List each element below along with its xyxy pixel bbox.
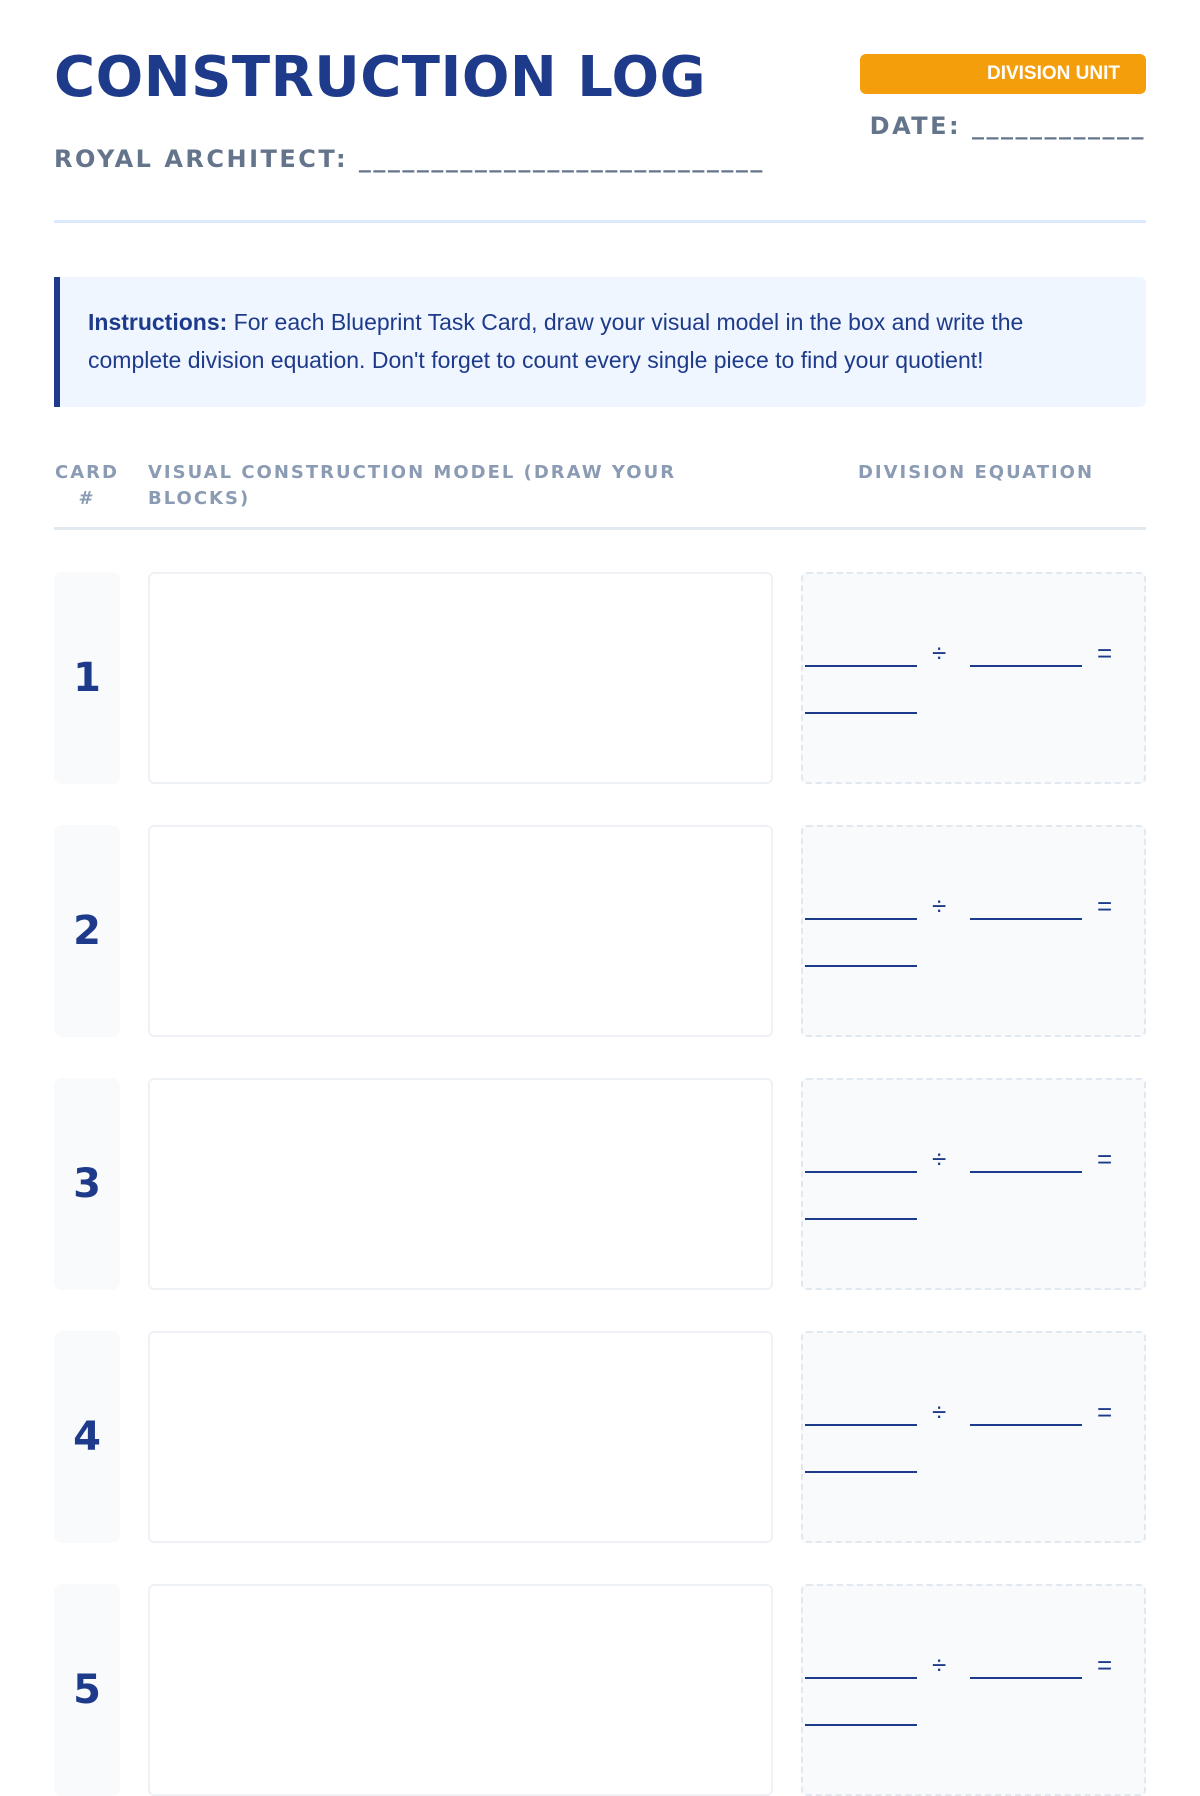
divide-symbol: ÷	[932, 1144, 947, 1174]
divide-symbol: ÷	[932, 1650, 947, 1680]
equals-symbol: =	[1097, 1144, 1113, 1174]
quotient-blank[interactable]	[805, 712, 917, 714]
card-number: 1	[54, 572, 120, 784]
unit-badge: DIVISION UNIT	[860, 54, 1146, 94]
card-number: 4	[54, 1331, 120, 1543]
equals-symbol: =	[1097, 1397, 1113, 1427]
page-title: CONSTRUCTION LOG	[54, 45, 707, 110]
quotient-blank[interactable]	[805, 965, 917, 967]
dividend-blank[interactable]	[805, 1424, 917, 1426]
dividend-blank[interactable]	[805, 1677, 917, 1679]
divide-symbol: ÷	[932, 891, 947, 921]
task-card-row	[54, 1078, 1146, 1290]
card-number: 2	[54, 825, 120, 1037]
equals-symbol: =	[1097, 638, 1113, 668]
header-divider	[54, 220, 1146, 223]
division-equation-box	[801, 825, 1146, 1037]
quotient-blank[interactable]	[805, 1724, 917, 1726]
date-field: DATE: ____________	[869, 112, 1146, 140]
divisor-blank[interactable]	[970, 665, 1082, 667]
column-header-model: VISUAL CONSTRUCTION MODEL (DRAW YOUR BLOCKS)	[148, 462, 677, 509]
division-equation-box	[801, 1584, 1146, 1796]
column-header-divider	[54, 527, 1146, 530]
visual-model-drawing-box[interactable]	[148, 1331, 773, 1543]
visual-model-drawing-box[interactable]	[148, 1584, 773, 1796]
task-card-row	[54, 1331, 1146, 1543]
divisor-blank[interactable]	[970, 1424, 1082, 1426]
equals-symbol: =	[1097, 891, 1113, 921]
column-header-card: CARD #	[55, 462, 119, 509]
instructions-label: Instructions:	[88, 309, 228, 335]
card-number: 5	[54, 1584, 120, 1796]
card-number: 3	[54, 1078, 120, 1290]
divisor-blank[interactable]	[970, 918, 1082, 920]
division-equation-box	[801, 1331, 1146, 1543]
dividend-blank[interactable]	[805, 918, 917, 920]
division-equation-box	[801, 1078, 1146, 1290]
division-equation-box	[801, 572, 1146, 784]
column-header-equation: DIVISION EQUATION	[857, 462, 1095, 483]
instructions-text: For each Blueprint Task Card, draw your visual model in the box and write the complete division equation. Don't forget to count every single piece to find your quotient!	[88, 309, 1024, 373]
equals-symbol: =	[1097, 1650, 1113, 1680]
quotient-blank[interactable]	[805, 1471, 917, 1473]
visual-model-drawing-box[interactable]	[148, 572, 773, 784]
dividend-blank[interactable]	[805, 665, 917, 667]
divisor-blank[interactable]	[970, 1171, 1082, 1173]
task-card-row	[54, 572, 1146, 784]
visual-model-drawing-box[interactable]	[148, 825, 773, 1037]
task-card-row	[54, 825, 1146, 1037]
quotient-blank[interactable]	[805, 1218, 917, 1220]
divide-symbol: ÷	[932, 1397, 947, 1427]
task-card-row	[54, 1584, 1146, 1796]
architect-name-field: ROYAL ARCHITECT: ____________________________	[54, 145, 765, 173]
visual-model-drawing-box[interactable]	[148, 1078, 773, 1290]
divisor-blank[interactable]	[970, 1677, 1082, 1679]
divide-symbol: ÷	[932, 638, 947, 668]
dividend-blank[interactable]	[805, 1171, 917, 1173]
instructions-panel	[54, 277, 1146, 407]
